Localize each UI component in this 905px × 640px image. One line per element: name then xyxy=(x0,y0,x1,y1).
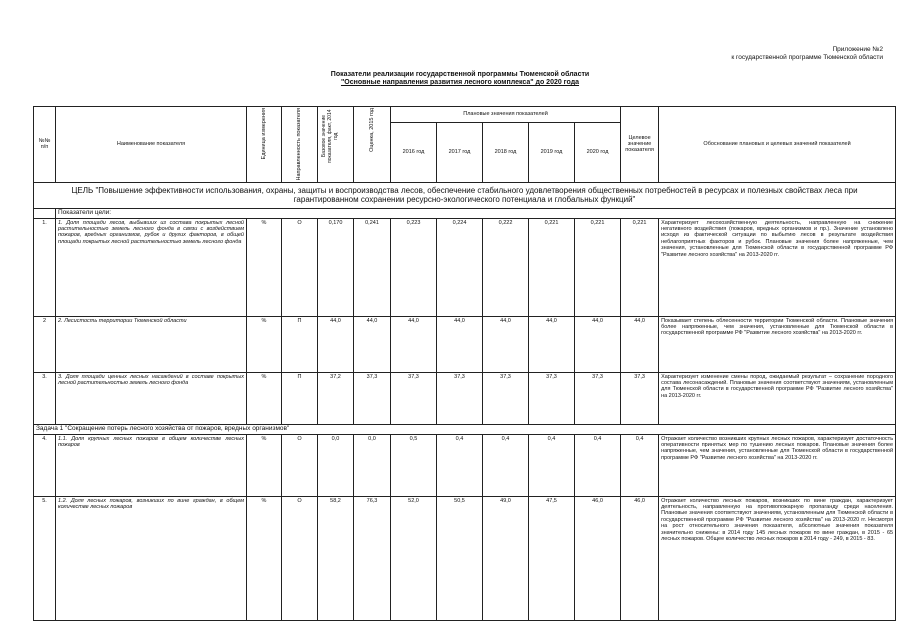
base-cell: 0,170 xyxy=(318,218,354,316)
goal-statement: ЦЕЛЬ "Повышение эффективности использования, охраны, защиты и воспроизводства лесов, обеспечение стабильного удовлетворения общественных потребностей в ресурсах и полезных свойствах леса при гарантированном сохранении ресурсно-экологического потенциала и глобальных функций" xyxy=(34,182,896,208)
table-row xyxy=(34,372,896,424)
document-title xyxy=(250,71,670,87)
title-line-1: Показатели реализации государственной программы Тюменской области xyxy=(330,71,590,78)
estimate-cell: 37,3 xyxy=(354,372,391,424)
appendix-line-1: Приложение №2 xyxy=(832,46,883,53)
table-row xyxy=(34,496,896,620)
row-num: 1. xyxy=(34,218,56,316)
plan-2017-cell: 0,224 xyxy=(437,218,483,316)
plan-2019-cell: 0,4 xyxy=(529,434,575,496)
header-row-top xyxy=(34,107,896,123)
plan-2017-cell: 50,5 xyxy=(437,496,483,620)
task-title: Задача 1 "Сокращение потерь лесного хозяйства от пожаров, вредных организмов" xyxy=(34,424,896,434)
plan-2019-cell: 44,0 xyxy=(529,316,575,372)
unit-cell: % xyxy=(247,218,282,316)
plan-2019-cell: 37,3 xyxy=(529,372,575,424)
plan-2020-cell: 0,221 xyxy=(575,218,621,316)
plan-2016-cell: 0,5 xyxy=(391,434,437,496)
plan-2016-cell: 37,3 xyxy=(391,372,437,424)
indicator-name: 3. Доля площади ценных лесных насаждений в составе покрытых лесной растительностью земель лесного фонда xyxy=(56,372,247,424)
estimate-cell: 0,0 xyxy=(354,434,391,496)
title-line-2: "Основные направления развития лесного комплекса" до 2020 года xyxy=(340,79,580,86)
rationale-cell: Отражает количество возникших крупных лесных пожаров, характеризует достаточность оперативности принятых мер по тушению лесных пожаров. Плановые значения более напряженные, чем значения, установленные для Тюменской области в государственной программе РФ "Развитие лесного хозяйства" на 2013-2020 гг. xyxy=(659,434,896,496)
target-cell: 0,4 xyxy=(621,434,659,496)
table-row xyxy=(34,218,896,316)
col-header-estimate xyxy=(354,107,391,183)
unit-cell: % xyxy=(247,496,282,620)
base-cell: 44,0 xyxy=(318,316,354,372)
base-cell: 37,2 xyxy=(318,372,354,424)
goal-indicators-label: Показатели цели: xyxy=(56,208,896,218)
col-header-name: Наименование показателя xyxy=(56,107,247,183)
indicator-name: 1. Доля площади лесов, выбывших из состава покрытых лесной растительностью земель лесного фонда в связи с воздействием пожаров, вредных организмов, рубок и других факторов, в общей площади покрытых лесной растительностью земель лесного фонда xyxy=(56,218,247,316)
col-header-direction-text: Направленность показателя xyxy=(296,108,303,181)
plan-2018-cell: 0,4 xyxy=(483,434,529,496)
task-row xyxy=(34,424,896,434)
target-cell: 37,3 xyxy=(621,372,659,424)
appendix-line-2: к государственной программе Тюменской области xyxy=(731,54,883,61)
plan-2019-cell: 47,5 xyxy=(529,496,575,620)
col-header-year-2016: 2016 год xyxy=(391,122,437,182)
indicator-name: 2. Лесистость территории Тюменской области xyxy=(56,316,247,372)
target-cell: 44,0 xyxy=(621,316,659,372)
indicator-name: 1.1. Доля крупных лесных пожаров в общем количестве лесных пожаров xyxy=(56,434,247,496)
row-num: 5. xyxy=(34,496,56,620)
plan-2020-cell: 46,0 xyxy=(575,496,621,620)
plan-2019-cell: 0,221 xyxy=(529,218,575,316)
col-header-unit-text: Единица измерения xyxy=(260,108,267,160)
col-header-estimate-text: Оценка, 2015 год xyxy=(368,108,375,152)
col-header-num: №№ п/п xyxy=(34,107,56,183)
estimate-cell: 44,0 xyxy=(354,316,391,372)
target-cell: 46,0 xyxy=(621,496,659,620)
direction-cell: О xyxy=(282,218,318,316)
appendix-note xyxy=(731,46,883,62)
col-header-year-2019: 2019 год xyxy=(529,122,575,182)
direction-cell: П xyxy=(282,372,318,424)
row-num: 3. xyxy=(34,372,56,424)
unit-cell: % xyxy=(247,372,282,424)
rationale-cell: Характеризует изменение смены пород, ожидаемый результат – сохранение породного состава лесонасаждений. Плановые значения соответствуют значениям, установленным для Тюменской области в государственной программе РФ "Развитие лесного хозяйства" на 2013-2020 гг. xyxy=(659,372,896,424)
estimate-cell: 0,241 xyxy=(354,218,391,316)
base-cell: 58,2 xyxy=(318,496,354,620)
col-header-year-2020: 2020 год xyxy=(575,122,621,182)
plan-2017-cell: 0,4 xyxy=(437,434,483,496)
unit-cell: % xyxy=(247,316,282,372)
plan-2018-cell: 0,222 xyxy=(483,218,529,316)
col-header-base xyxy=(318,107,354,183)
plan-2016-cell: 44,0 xyxy=(391,316,437,372)
goal-indicators-row xyxy=(34,208,896,218)
plan-2017-cell: 37,3 xyxy=(437,372,483,424)
plan-2016-cell: 52,0 xyxy=(391,496,437,620)
plan-2020-cell: 37,3 xyxy=(575,372,621,424)
direction-cell: О xyxy=(282,434,318,496)
row-num: 4. xyxy=(34,434,56,496)
unit-cell: % xyxy=(247,434,282,496)
indicator-name: 1.2. Доля лесных пожаров, возникших по вине граждан, в общем количестве лесных пожаров xyxy=(56,496,247,620)
plan-2018-cell: 44,0 xyxy=(483,316,529,372)
rationale-cell: Характеризует лесохозяйственную деятельность, направленную на снижение негативного воздействия (пожаров, вредных организмов и пр.). Значение установлено исходя из фактической ситуации по выбытию лесов в результате воздействия неблагоприятных факторов и рубок. Плановые значения более напряженные, чем значения, установленные для Тюменской области в государственной программе РФ "Развитие лесного хозяйства" на 2013-2020 гг. xyxy=(659,218,896,316)
table-row xyxy=(34,316,896,372)
goal-row xyxy=(34,182,896,208)
plan-2020-cell: 0,4 xyxy=(575,434,621,496)
indicators-table xyxy=(33,106,896,621)
col-header-target: Целевое значение показателя xyxy=(621,107,659,183)
rationale-cell: Показывает степень облесенности территории Тюменской области. Плановые значения более напряженные, чем значения, установленные для Тюменской области в государственной программе РФ "Развитие лесного хозяйства" на 2013-2020 гг. xyxy=(659,316,896,372)
rationale-cell: Отражает количество лесных пожаров, возникших по вине граждан, характеризует деятельность, направленную на противопожарную пропаганду среди населения. Плановые значения соответствуют значениям, установленным для Тюменской области в государственной программе РФ "Развитие лесного хозяйства" на 2013-2020 гг. Несмотря на рост относительного значения показателя, абсолютные значения показателя значительно снижены: в 2014 году 145 лесных пожаров по вине граждан, в 2015 - 65 лесных пожаров. Общее количество лесных пожаров в 2014 году - 249, в 2015 - 83. xyxy=(659,496,896,620)
plan-2016-cell: 0,223 xyxy=(391,218,437,316)
plan-2018-cell: 49,0 xyxy=(483,496,529,620)
col-header-planned: Плановые значения показателей xyxy=(391,107,621,123)
goal-indicators-num-cell xyxy=(34,208,56,218)
table-row xyxy=(34,434,896,496)
plan-2018-cell: 37,3 xyxy=(483,372,529,424)
estimate-cell: 76,3 xyxy=(354,496,391,620)
row-num: 2 xyxy=(34,316,56,372)
direction-cell: О xyxy=(282,496,318,620)
col-header-year-2017: 2017 год xyxy=(437,122,483,182)
col-header-base-text: Базовое значение показателя, факт, 2014 год xyxy=(320,109,339,163)
base-cell: 0,0 xyxy=(318,434,354,496)
col-header-direction xyxy=(282,107,318,183)
direction-cell: П xyxy=(282,316,318,372)
col-header-year-2018: 2018 год xyxy=(483,122,529,182)
plan-2020-cell: 44,0 xyxy=(575,316,621,372)
plan-2017-cell: 44,0 xyxy=(437,316,483,372)
col-header-rationale: Обоснование плановых и целевых значений показателей xyxy=(659,107,896,183)
target-cell: 0,221 xyxy=(621,218,659,316)
col-header-unit xyxy=(247,107,282,183)
